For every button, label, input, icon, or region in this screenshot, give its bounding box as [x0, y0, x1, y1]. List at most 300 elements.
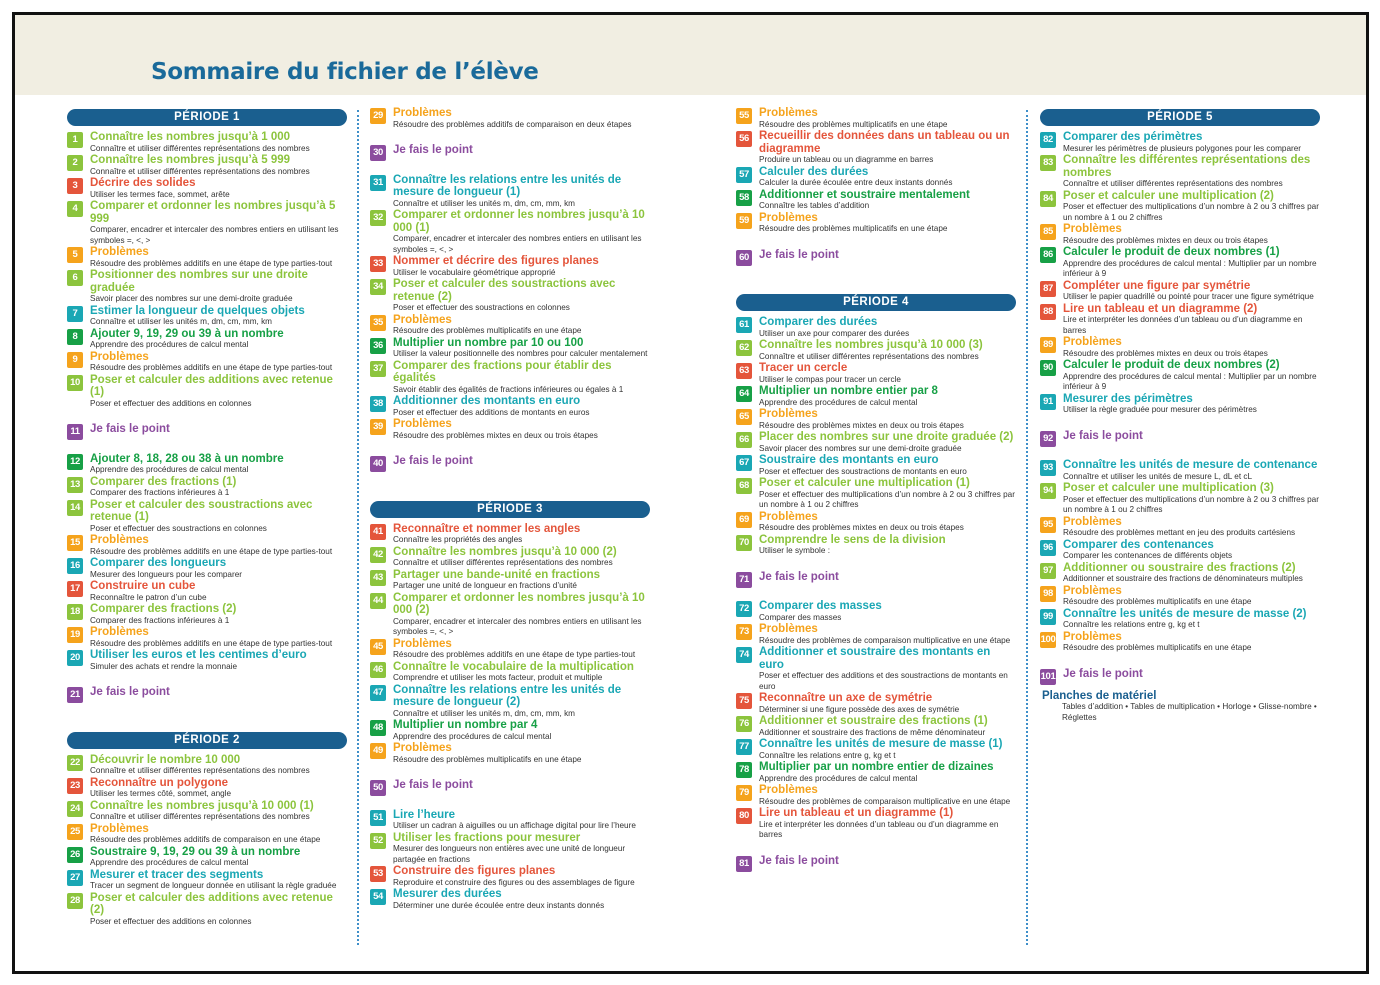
lesson-title: Comprendre le sens de la division: [759, 533, 946, 546]
toc-entry[interactable]: [736, 738, 1018, 761]
toc-entry[interactable]: [1040, 608, 1322, 631]
lesson-description: Produire un tableau ou un diagramme en barres: [759, 155, 934, 164]
toc-entry[interactable]: [736, 212, 1018, 235]
toc-entry[interactable]: [736, 807, 1018, 841]
toc-entry[interactable]: [67, 499, 349, 535]
lesson-number-badge: 21: [67, 687, 83, 703]
spacer: [736, 557, 1018, 571]
toc-entry[interactable]: [736, 715, 1018, 738]
lesson-number-badge: 12: [67, 454, 83, 470]
lesson-number-badge: 67: [736, 455, 752, 471]
toc-entry[interactable]: [736, 189, 1018, 212]
lesson-description: Résoudre des problèmes mixtes en deux ou trois étapes: [759, 523, 964, 532]
toc-entry[interactable]: [67, 580, 349, 603]
lesson-title: Problèmes: [759, 784, 818, 796]
lesson-description: Connaître et utiliser différentes représentations des nombres: [90, 166, 310, 176]
lesson-number-badge: 68: [736, 478, 752, 494]
toc-entry[interactable]: [67, 374, 349, 410]
toc-entry[interactable]: [1040, 585, 1322, 608]
lesson-title: Problèmes: [1063, 223, 1122, 235]
lesson-title: Lire un tableau et un diagramme (2): [1063, 302, 1258, 315]
toc-entry[interactable]: [1040, 668, 1322, 681]
lesson-title: Additionner et soustraire des montants en euro: [759, 646, 991, 671]
lesson-title: Tracer un cercle: [759, 362, 848, 374]
toc-entry[interactable]: [736, 534, 1018, 557]
lesson-title: Décrire des solides: [90, 177, 196, 189]
lesson-number-badge: 70: [736, 535, 752, 551]
lesson-title: Problèmes: [1063, 584, 1122, 597]
lesson-number-badge: 14: [67, 500, 83, 516]
lesson-number-badge: 47: [370, 685, 386, 701]
lesson-description: Savoir placer des nombres sur une demi-droite graduée: [759, 443, 962, 453]
toc-entry[interactable]: [370, 638, 652, 661]
toc-entry[interactable]: [736, 646, 1018, 692]
lesson-number-badge: 99: [1040, 609, 1056, 625]
lesson-description: Résoudre des problèmes de comparaison multiplicative en une étape: [759, 796, 1011, 806]
lesson-description: Lire et interpréter les données d’un tableau ou d’un diagramme en barres: [1063, 315, 1303, 335]
toc-entry[interactable]: [370, 255, 652, 278]
lesson-description: Apprendre des procédures de calcul mental: [759, 397, 918, 407]
lesson-description: Apprendre des procédures de calcul mental: [90, 340, 249, 349]
lesson-title: Comparer des fractions (2): [90, 603, 237, 615]
lesson-title: Reconnaître un axe de symétrie: [759, 692, 933, 704]
period-header: PÉRIODE 3: [370, 501, 650, 518]
lesson-description: Apprendre des procédures de calcul mental: [759, 773, 918, 783]
toc-entry[interactable]: [736, 761, 1018, 784]
spacer: [67, 702, 349, 716]
lesson-number-badge: 23: [67, 778, 83, 794]
toc-entry[interactable]: [736, 855, 1018, 868]
toc-entry[interactable]: [736, 571, 1018, 584]
toc-entry[interactable]: [736, 362, 1018, 385]
toc-entry[interactable]: [370, 779, 652, 792]
column-3: [736, 107, 1018, 957]
toc-entry[interactable]: [1040, 131, 1322, 154]
lesson-number-badge: 73: [736, 624, 752, 640]
lesson-description: Apprendre des procédures de calcul mental: [90, 465, 249, 474]
lesson-title: Problèmes: [759, 107, 818, 119]
lesson-description: Savoir placer des nombres sur une demi-droite graduée: [90, 294, 293, 303]
lesson-description: Comparer, encadrer et intercaler des nombres entiers en utilisant les symboles =, <, >: [90, 225, 339, 245]
lesson-title: Problèmes: [90, 626, 149, 638]
toc-entry[interactable]: [370, 719, 652, 742]
lesson-description: Comparer des fractions inférieures à 1: [90, 488, 230, 497]
lesson-number-badge: 53: [370, 866, 386, 882]
toc-entry[interactable]: [67, 200, 349, 246]
lesson-number-badge: 65: [736, 409, 752, 425]
lesson-description: Poser et effectuer des additions en colonnes: [90, 916, 252, 926]
lesson-description: Connaître et utiliser différentes représentations des nombres: [1063, 179, 1283, 188]
toc-entry[interactable]: [370, 832, 652, 866]
toc-entry[interactable]: [67, 246, 349, 269]
lesson-description: Calculer la durée écoulée entre deux instants donnés: [759, 178, 953, 187]
lesson-description: Reconnaître le patron d’un cube: [90, 592, 207, 602]
lesson-description: Additionner et soustraire des fractions de dénominateurs multiples: [1063, 574, 1303, 583]
lesson-title: Problèmes: [90, 246, 149, 258]
toc-entry[interactable]: [736, 784, 1018, 807]
lesson-title: Poser et calculer des additions avec retenue (1): [90, 373, 333, 398]
toc-entry[interactable]: [67, 305, 349, 328]
lesson-description: Simuler des achats et rendre la monnaie: [90, 661, 237, 671]
lesson-description: Utiliser un cadran à aiguilles ou un affichage digital pour lire l’heure: [393, 821, 636, 830]
lesson-number-badge: 82: [1040, 132, 1056, 148]
toc-entry[interactable]: [67, 892, 349, 928]
lesson-number-badge: 56: [736, 131, 752, 147]
lesson-description: Connaître les tables d’addition: [759, 201, 870, 210]
lesson-number-badge: 51: [370, 810, 386, 826]
toc-entry[interactable]: [736, 511, 1018, 534]
lesson-description: Connaître les propriétés des angles: [393, 535, 523, 544]
toc-entry[interactable]: [1040, 359, 1322, 393]
toc-entry[interactable]: [370, 144, 652, 157]
lesson-description: Connaître et utiliser différentes représentations des nombres: [759, 351, 979, 361]
lesson-number-badge: 25: [67, 824, 83, 840]
lesson-number-badge: 10: [67, 375, 83, 391]
toc-entry[interactable]: [736, 339, 1018, 362]
lesson-number-badge: 95: [1040, 517, 1056, 533]
lesson-title: Lire l’heure: [393, 808, 455, 821]
lesson-number-badge: 20: [67, 650, 83, 666]
lesson-number-badge: 101: [1040, 669, 1056, 685]
lesson-title: Je fais le point: [759, 570, 839, 583]
toc-entry[interactable]: [736, 316, 1018, 339]
lesson-number-badge: 35: [370, 315, 386, 331]
toc-entry[interactable]: [67, 846, 349, 869]
toc-entry[interactable]: [67, 328, 349, 351]
toc-entry[interactable]: [370, 174, 652, 210]
toc-entry[interactable]: [1040, 430, 1322, 443]
spacer: [67, 409, 349, 423]
toc-entry[interactable]: [370, 865, 652, 888]
lesson-description: Utiliser le vocabulaire géométrique approprié: [393, 267, 556, 277]
lesson-title: Problèmes: [759, 408, 818, 420]
lesson-number-badge: 87: [1040, 281, 1056, 297]
lesson-number-badge: 84: [1040, 191, 1056, 207]
toc-entry[interactable]: [370, 742, 652, 765]
toc-entry[interactable]: [1040, 223, 1322, 246]
lesson-number-badge: 31: [370, 175, 386, 191]
toc-entry[interactable]: [1040, 246, 1322, 280]
lesson-number-badge: 46: [370, 662, 386, 678]
toc-entry[interactable]: [67, 269, 349, 305]
toc-entry[interactable]: [370, 888, 652, 911]
lesson-description: Apprendre des procédures de calcul mental: [90, 858, 249, 867]
lesson-title: Comparer et ordonner les nombres jusqu’à 10 000 (1): [393, 209, 645, 234]
lesson-number-badge: 18: [67, 604, 83, 620]
lesson-number-badge: 50: [370, 780, 386, 796]
lesson-title: Connaître les nombres jusqu’à 10 000 (2): [393, 545, 617, 558]
lesson-number-badge: 39: [370, 419, 386, 435]
spacer: [67, 439, 349, 453]
toc-entry[interactable]: [67, 557, 349, 580]
lesson-description: Résoudre des problèmes multiplicatifs en une étape: [1063, 643, 1252, 652]
lesson-title: Poser et calculer une multiplication (3): [1063, 482, 1274, 494]
column-divider: [1026, 110, 1028, 945]
lesson-title: Calculer des durées: [759, 165, 869, 178]
toc-entry[interactable]: [370, 395, 652, 418]
spacer: [370, 130, 652, 144]
lesson-title: Comparer des masses: [759, 600, 882, 612]
lesson-description: Comparer des fractions inférieures à 1: [90, 615, 230, 625]
lesson-description: Déterminer une durée écoulée entre deux instants donnés: [393, 900, 605, 910]
lesson-description: Tracer un segment de longueur donnée en utilisant la règle graduée: [90, 881, 337, 890]
lesson-number-badge: 97: [1040, 563, 1056, 579]
lesson-number-badge: 15: [67, 535, 83, 551]
lesson-number-badge: 3: [67, 178, 83, 194]
lesson-number-badge: 36: [370, 338, 386, 354]
lesson-description: Connaître et utiliser différentes représentations des nombres: [90, 143, 310, 153]
lesson-title: Compléter une figure par symétrie: [1063, 279, 1251, 292]
toc-entry[interactable]: [736, 249, 1018, 262]
lesson-description: Résoudre des problèmes mettant en jeu des produits cartésiens: [1063, 528, 1296, 537]
lesson-description: Connaître et utiliser les unités m, dm, cm, mm, km: [393, 198, 575, 208]
lesson-number-badge: 96: [1040, 540, 1056, 556]
toc-entry[interactable]: [67, 351, 349, 374]
spacer: [1040, 445, 1322, 459]
toc-entry[interactable]: [67, 626, 349, 649]
toc-entry[interactable]: [67, 800, 349, 823]
toc-entry[interactable]: [67, 603, 349, 626]
lesson-title: Problèmes: [759, 510, 818, 523]
toc-entry[interactable]: [736, 130, 1018, 166]
lesson-title: Multiplier un nombre par 10 ou 100: [393, 336, 584, 349]
lesson-title: Connaître les relations entre les unités de mesure de longueur (1): [393, 173, 622, 198]
lesson-description: Comparer les contenances de différents objets: [1063, 551, 1233, 560]
lesson-title: Problèmes: [1063, 515, 1122, 528]
lesson-description: Mesurer les périmètres de plusieurs polygones pour les comparer: [1063, 143, 1302, 153]
lesson-title: Je fais le point: [1063, 429, 1143, 442]
lesson-title: Additionner et soustraire mentalement: [759, 188, 970, 201]
toc-entry[interactable]: [1040, 459, 1322, 482]
lesson-title: Connaître les unités de mesure de masse (1): [759, 738, 1003, 750]
toc-entry[interactable]: [1040, 393, 1322, 416]
lesson-description: Résoudre des problèmes mixtes en deux ou trois étapes: [1063, 348, 1268, 358]
toc-entry[interactable]: [736, 623, 1018, 646]
lesson-description: Utiliser les termes face, sommet, arête: [90, 189, 230, 199]
lesson-title: Connaître les nombres jusqu’à 10 000 (3): [759, 339, 983, 351]
lesson-title: Problèmes: [393, 742, 452, 754]
toc-entry[interactable]: [736, 600, 1018, 623]
page-title: Sommaire du fichier de l’élève: [151, 59, 539, 85]
lesson-number-badge: 90: [1040, 360, 1056, 376]
lesson-description: Utiliser les termes côté, sommet, angle: [90, 789, 232, 798]
lesson-description: Résoudre des problèmes multiplicatifs en une étape: [1063, 597, 1252, 606]
lesson-number-badge: 26: [67, 847, 83, 863]
lesson-number-badge: 62: [736, 340, 752, 356]
lesson-title: Reconnaître et nommer les angles: [393, 522, 581, 535]
column-divider: [357, 110, 359, 945]
toc-entry[interactable]: [370, 523, 652, 546]
toc-entry[interactable]: [370, 661, 652, 684]
lesson-number-badge: 93: [1040, 460, 1056, 476]
toc-entry[interactable]: [736, 477, 1018, 511]
lesson-number-badge: 79: [736, 785, 752, 801]
toc-entry[interactable]: [1040, 539, 1322, 562]
lesson-title: Estimer la longueur de quelques objets: [90, 304, 305, 317]
lesson-number-badge: 52: [370, 833, 386, 849]
toc-entry[interactable]: [736, 408, 1018, 431]
lesson-number-badge: 58: [736, 190, 752, 206]
period-header: PÉRIODE 2: [67, 732, 347, 749]
lesson-description: Résoudre des problèmes additifs en une étape de type parties-tout: [90, 363, 333, 372]
lesson-title: Ajouter 8, 18, 28 ou 38 à un nombre: [90, 452, 284, 465]
toc-entry[interactable]: [1040, 336, 1322, 359]
lesson-number-badge: 94: [1040, 483, 1056, 499]
toc-entry[interactable]: [67, 754, 349, 777]
toc-entry[interactable]: [67, 177, 349, 200]
lesson-description: Poser et effectuer des soustractions de montants en euro: [759, 466, 967, 476]
toc-entry[interactable]: [67, 823, 349, 846]
toc-entry[interactable]: [736, 454, 1018, 477]
lesson-title: Connaître le vocabulaire de la multiplication: [393, 660, 634, 673]
lesson-description: Résoudre des problèmes additifs en une étape de type parties-tout: [90, 258, 333, 268]
toc-entry[interactable]: [370, 455, 652, 468]
lesson-title: Poser et calculer des soustractions avec retenue (1): [90, 498, 313, 523]
lesson-description: Savoir établir des égalités de fractions inférieures ou égales à 1: [393, 384, 624, 394]
lesson-number-badge: 7: [67, 306, 83, 322]
lesson-title: Problèmes: [90, 822, 149, 835]
toc-entry[interactable]: [67, 534, 349, 557]
lesson-number-badge: 9: [67, 352, 83, 368]
toc-entry[interactable]: [370, 569, 652, 592]
lesson-description: Poser et effectuer des multiplications d’un nombre à 2 ou 3 chiffres par un nombre à 1 ou 2 chiffres: [759, 489, 1015, 509]
toc-entry[interactable]: [1040, 516, 1322, 539]
lesson-title: Problèmes: [393, 313, 452, 326]
lesson-title: Problèmes: [393, 107, 452, 119]
toc-entry[interactable]: [67, 154, 349, 177]
lesson-title: Poser et calculer une multiplication (2): [1063, 189, 1274, 202]
spacer: [370, 485, 652, 499]
lesson-description: Connaître les relations entre g, kg et t: [759, 750, 896, 760]
lesson-description: Résoudre des problèmes multiplicatifs en une étape: [759, 224, 948, 233]
lesson-description: Apprendre des procédures de calcul mental: [393, 731, 552, 741]
lesson-title: Je fais le point: [759, 248, 839, 261]
lesson-description: Utiliser la valeur positionnelle des nombres pour calculer mentalement: [393, 349, 648, 358]
spacer: [736, 235, 1018, 249]
toc-entry[interactable]: [67, 423, 349, 436]
lesson-number-badge: 41: [370, 524, 386, 540]
lesson-description: Mesurer des longueurs pour les comparer: [90, 569, 242, 579]
lesson-title: Poser et calculer des additions avec retenue (2): [90, 891, 333, 916]
lesson-number-badge: 91: [1040, 394, 1056, 410]
toc-entry[interactable]: [1040, 562, 1322, 585]
lesson-number-badge: 17: [67, 581, 83, 597]
lesson-number-badge: 45: [370, 639, 386, 655]
lesson-title: Problèmes: [1063, 630, 1122, 643]
lesson-number-badge: 1: [67, 132, 83, 148]
toc-entry[interactable]: [736, 166, 1018, 189]
lesson-title: Comparer des longueurs: [90, 557, 227, 569]
toc-entry[interactable]: [370, 418, 652, 441]
lesson-description: Comparer, encadrer et intercaler des nombres entiers en utilisant les symboles =, <, >: [393, 616, 642, 636]
lesson-title: Utiliser les fractions pour mesurer: [393, 831, 581, 844]
lesson-title: Je fais le point: [393, 455, 473, 467]
toc-entry[interactable]: [736, 385, 1018, 408]
lesson-description: Reproduire et construire des figures ou des assemblages de figure: [393, 877, 635, 887]
toc-entry[interactable]: [370, 684, 652, 720]
lesson-description: Comparer des masses: [759, 612, 842, 622]
lesson-title: Comparer des périmètres: [1063, 131, 1203, 143]
lesson-description: Apprendre des procédures de calcul mental : Multiplier par un nombre inférieur à 9: [1063, 371, 1317, 391]
toc-entry[interactable]: [370, 337, 652, 360]
lesson-description: Additionner et soustraire des fractions de même dénominateur: [759, 727, 986, 737]
toc-entry[interactable]: [370, 546, 652, 569]
toc-entry[interactable]: [370, 592, 652, 638]
column-4: [1040, 107, 1322, 957]
toc-entry[interactable]: [370, 360, 652, 396]
lesson-number-badge: 34: [370, 279, 386, 295]
lesson-title: Additionner ou soustraire des fractions (2): [1063, 561, 1296, 574]
toc-entry[interactable]: [67, 476, 349, 499]
lesson-title: Poser et calculer des soustractions avec retenue (2): [393, 278, 616, 303]
toc-entry[interactable]: [1040, 154, 1322, 190]
lesson-title: Construire un cube: [90, 580, 196, 592]
lesson-title: Recueillir des données dans un tableau ou un diagramme: [759, 130, 1010, 155]
lesson-description: Utiliser un axe pour comparer des durées: [759, 328, 910, 338]
lesson-number-badge: 2: [67, 155, 83, 171]
toc-entry[interactable]: [1040, 482, 1322, 516]
lesson-number-badge: 48: [370, 720, 386, 736]
period-header: PÉRIODE 4: [736, 294, 1016, 311]
lesson-number-badge: 11: [67, 424, 83, 440]
toc-entry[interactable]: [370, 107, 652, 130]
lesson-title: Mesurer et tracer des segments: [90, 868, 264, 881]
toc-entry[interactable]: [1040, 303, 1322, 337]
lesson-description: Utiliser la règle graduée pour mesurer des périmètres: [1063, 405, 1257, 414]
toc-entry[interactable]: [67, 131, 349, 154]
toc-entry[interactable]: [370, 809, 652, 832]
spacer: [370, 441, 652, 455]
toc-entry[interactable]: [67, 649, 349, 672]
spacer: [370, 160, 652, 174]
lesson-number-badge: 88: [1040, 304, 1056, 320]
lesson-title: Ajouter 9, 19, 29 ou 39 à un nombre: [90, 327, 284, 340]
lesson-title: Connaître les relations entre les unités de mesure de longueur (2): [393, 683, 622, 708]
period-header: PÉRIODE 5: [1040, 109, 1320, 126]
lesson-description: Utiliser le papier quadrillé ou pointé pour tracer une figure symétrique: [1063, 292, 1314, 301]
toc-entry[interactable]: [370, 314, 652, 337]
lesson-number-badge: 69: [736, 512, 752, 528]
lesson-number-badge: 42: [370, 547, 386, 563]
toc-entry[interactable]: [67, 869, 349, 892]
lesson-title: Connaître les unités de mesure de masse (2): [1063, 607, 1307, 620]
lesson-description: Connaître et utiliser les unités m, dm, cm, mm, km: [90, 317, 272, 326]
lesson-description: Lire et interpréter les données d’un tableau ou d’un diagramme en barres: [759, 819, 999, 839]
toc-entry[interactable]: [67, 686, 349, 699]
toc-entry[interactable]: [1040, 631, 1322, 654]
lesson-title: Partager une bande-unité en fractions: [393, 568, 601, 581]
toc-entry[interactable]: [736, 107, 1018, 130]
toc-entry[interactable]: [370, 278, 652, 314]
toc-entry[interactable]: [370, 209, 652, 255]
toc-entry[interactable]: [67, 453, 349, 476]
toc-entry[interactable]: [736, 692, 1018, 715]
lesson-number-badge: 76: [736, 716, 752, 732]
period-header: PÉRIODE 1: [67, 109, 347, 126]
lesson-description: Poser et effectuer des additions en colonnes: [90, 398, 252, 408]
toc-entry[interactable]: [1040, 280, 1322, 303]
lesson-title: Je fais le point: [759, 854, 839, 867]
toc-entry[interactable]: [67, 777, 349, 800]
toc-entry[interactable]: [736, 431, 1018, 454]
lesson-number-badge: 66: [736, 432, 752, 448]
lesson-number-badge: 78: [736, 762, 752, 778]
toc-entry[interactable]: [1040, 190, 1322, 224]
spacer: [736, 841, 1018, 855]
lesson-description: Résoudre des problèmes multiplicatifs en une étape: [393, 326, 582, 335]
lesson-title: Connaître les nombres jusqu’à 5 999: [90, 154, 291, 166]
lesson-number-badge: 55: [736, 108, 752, 124]
